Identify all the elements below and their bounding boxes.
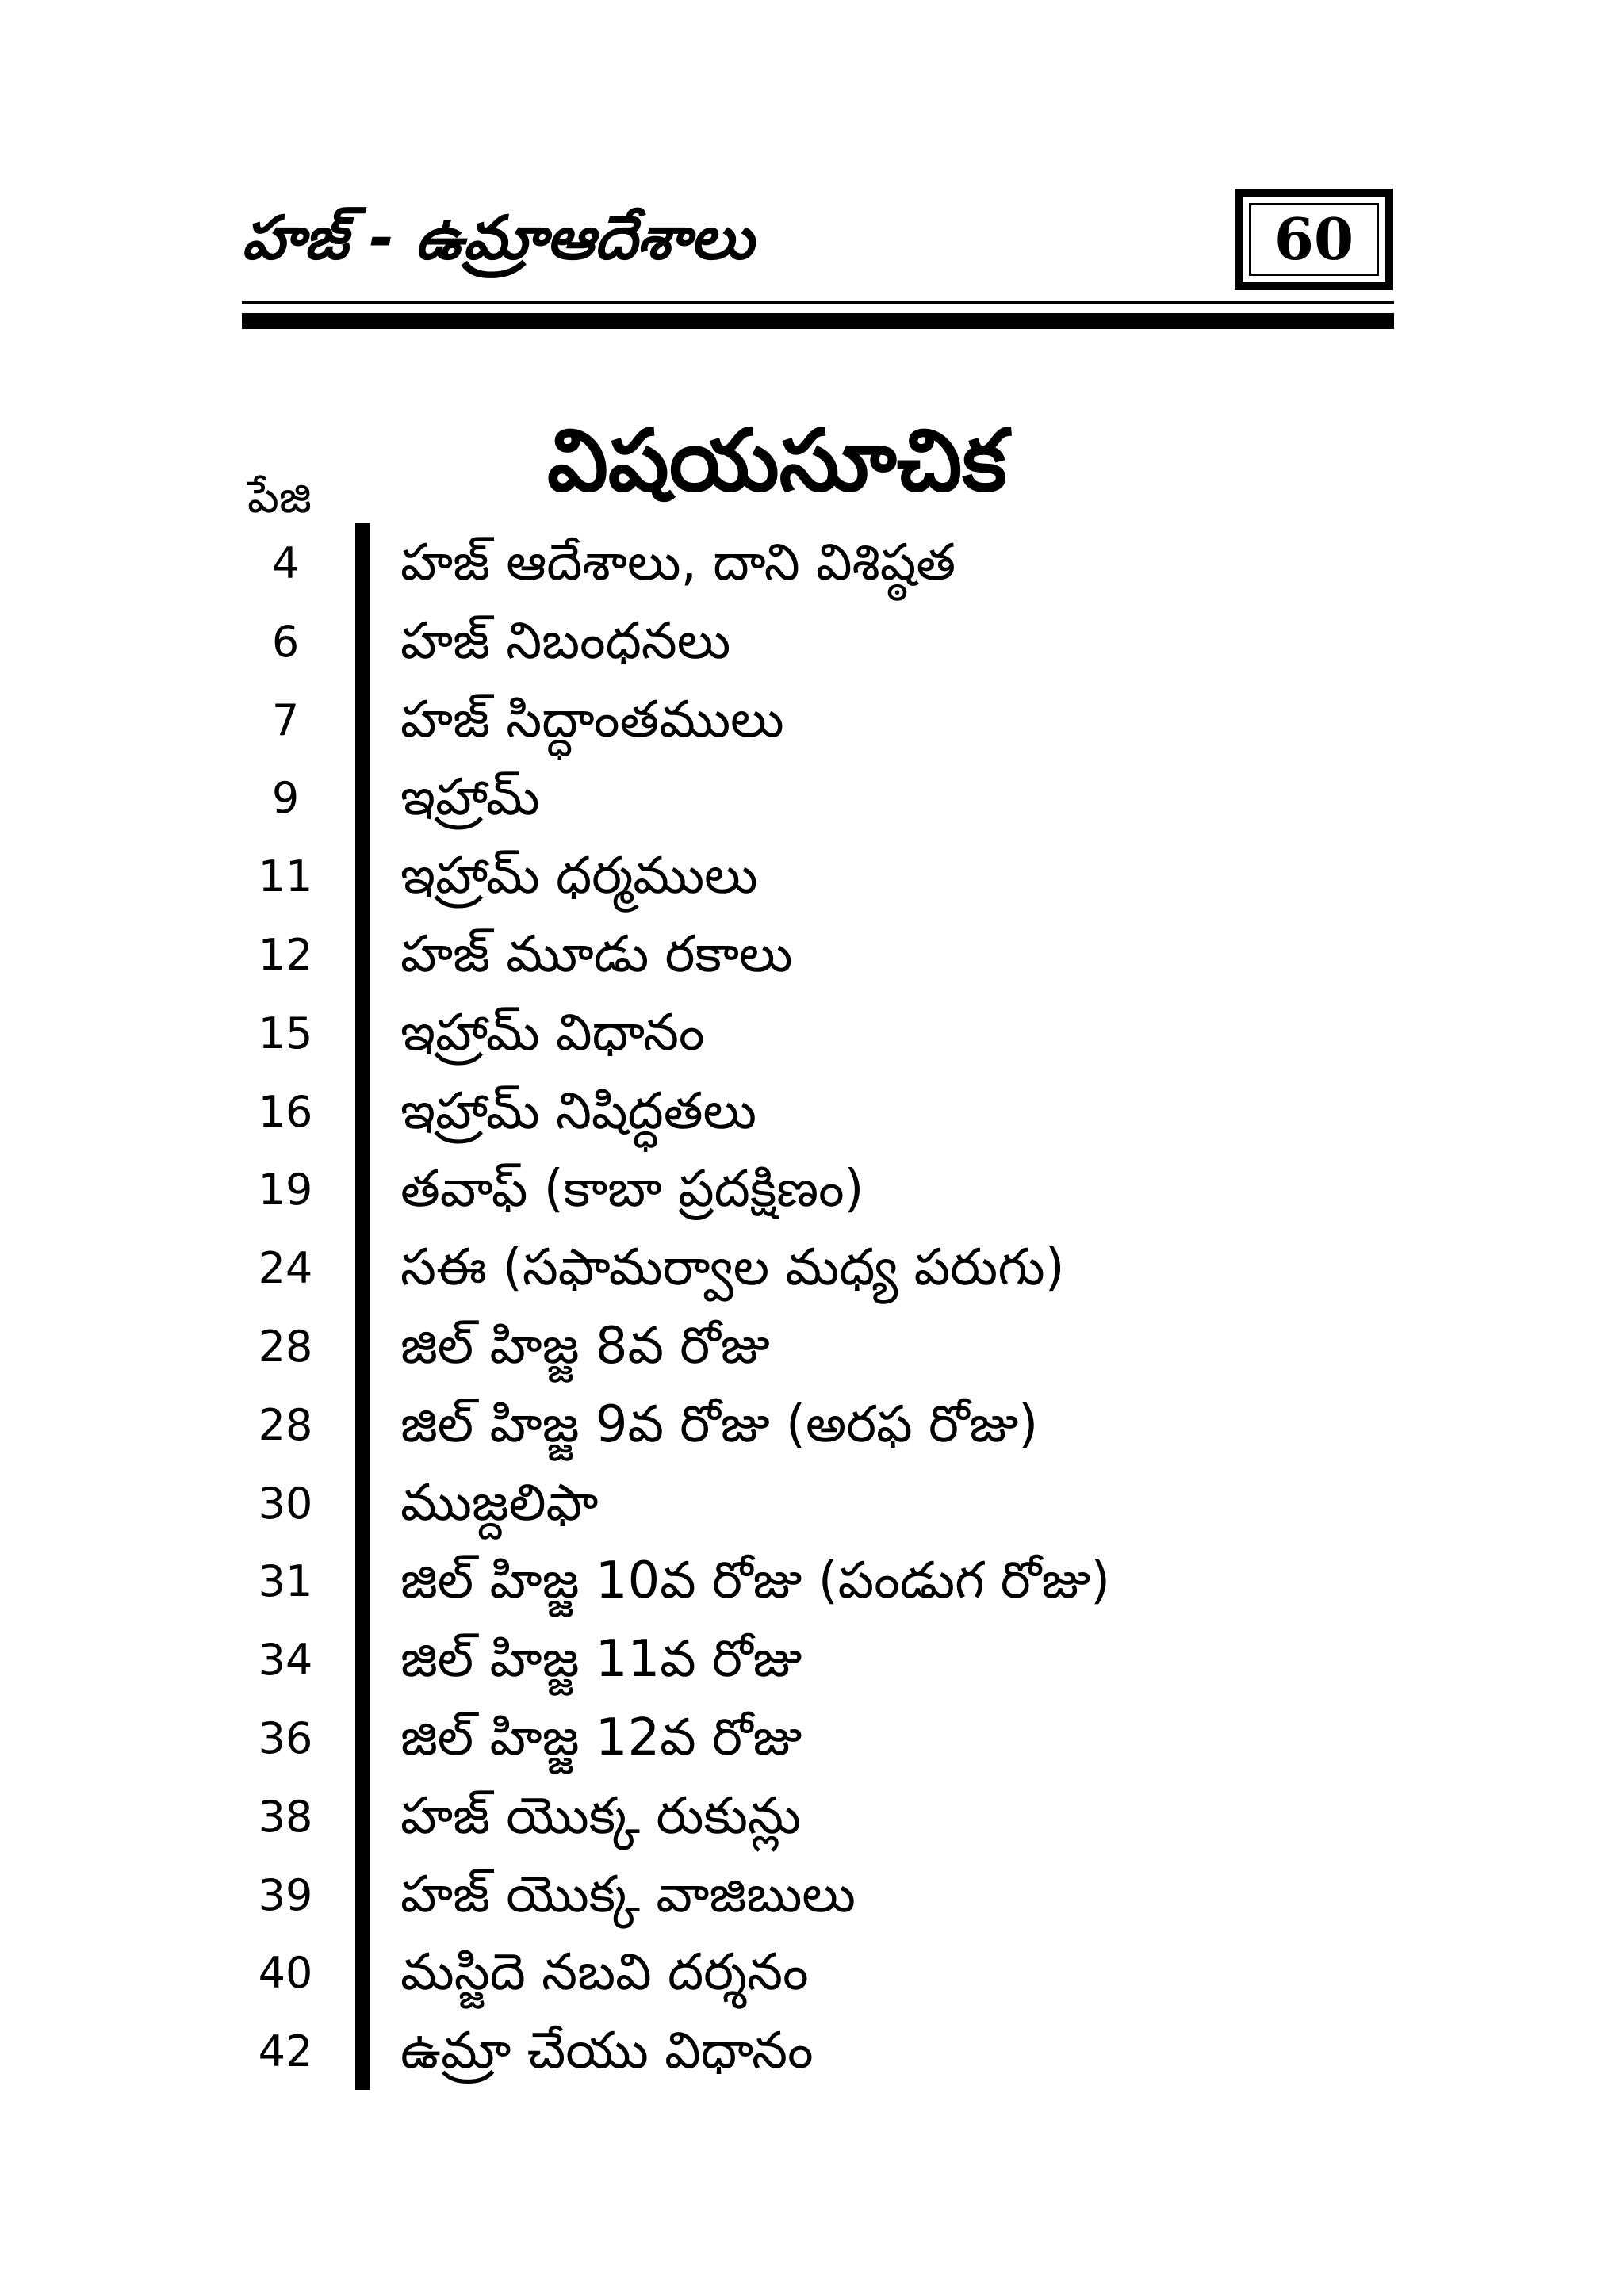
toc-entry-page: 7 (271, 695, 300, 745)
toc-entry-page: 38 (258, 1791, 313, 1842)
toc-entry (0, 760, 1624, 838)
toc-entry-page: 6 (271, 616, 300, 667)
toc-entry (0, 995, 1624, 1073)
header-rule-thin (242, 301, 1394, 304)
page-number: 60 (1274, 205, 1354, 273)
toc-entry-text: సఈ (సఫామర్వాల మధ్య పరుగు) (400, 1238, 1065, 1298)
toc-entry (0, 1151, 1624, 1230)
toc-entry-page: 42 (258, 2026, 313, 2077)
toc-entry-text: జిల్ హిజ్జ 11వ రోజు (400, 1630, 802, 1689)
toc-entry-text: ఉమ్రా చేయు విధానం (400, 2022, 814, 2081)
toc-entry (0, 2013, 1624, 2091)
toc-entry-text: హజ్ యొక్క వాజిబులు (400, 1865, 856, 1924)
toc-entry-page: 34 (258, 1635, 313, 1686)
toc-entry-page: 31 (258, 1556, 313, 1607)
toc-entry-text: జిల్ హిజ్జ 8వ రోజు (400, 1316, 770, 1376)
toc-entry (0, 838, 1624, 916)
toc-entry-page: 19 (258, 1165, 313, 1215)
toc-entry (0, 525, 1624, 603)
toc-title: విషయసూచిక (547, 411, 1007, 511)
toc-entry-text: హజ్ యొక్క రుకున్లు (400, 1786, 802, 1846)
toc-entry (0, 1857, 1624, 1935)
toc-entry-page: 28 (258, 1399, 313, 1450)
toc-entry (0, 682, 1624, 760)
toc-entry (0, 1778, 1624, 1857)
toc-entry (0, 916, 1624, 995)
toc-entry-page: 11 (258, 851, 313, 902)
toc-entry (0, 1073, 1624, 1152)
toc-entry (0, 1465, 1624, 1544)
toc-entry-page: 15 (258, 1008, 313, 1058)
toc-entry-text: ఇహ్రామ్ నిషిద్ధతలు (400, 1081, 757, 1141)
toc-entry (0, 1934, 1624, 2013)
toc-entry (0, 1543, 1624, 1621)
running-header-title: హజ్ - ఉమ్రాఆదేశాలు (242, 202, 754, 273)
toc-list (0, 525, 1624, 2091)
toc-entry-page: 12 (258, 929, 313, 980)
toc-entry-text: జిల్ హిజ్జ 12వ రోజు (400, 1708, 802, 1767)
toc-entry (0, 1308, 1624, 1387)
toc-entry-text: తవాఫ్ (కాబా ప్రదక్షిణం) (400, 1160, 864, 1219)
toc-entry-text: ఇహ్రామ్ (400, 768, 540, 828)
toc-entry (0, 603, 1624, 682)
toc-entry (0, 1621, 1624, 1700)
page-column-label: పేజి (247, 472, 312, 523)
toc-entry-page: 40 (258, 1948, 313, 1999)
toc-entry-text: హజ్ నిబంధనలు (400, 611, 731, 671)
toc-entry (0, 1387, 1624, 1465)
toc-entry-page: 39 (258, 1869, 313, 1920)
toc-entry-text: జిల్ హిజ్జ 9వ రోజు (అరఫ రోజు) (400, 1395, 1039, 1454)
toc-entry-page: 4 (271, 538, 300, 588)
toc-entry-text: హజ్ సిద్ధాంతములు (400, 690, 784, 749)
toc-entry (0, 1230, 1624, 1308)
toc-entry-text: ముజ్దలిఫా (400, 1473, 599, 1533)
toc-entry-page: 30 (258, 1478, 313, 1529)
toc-entry-page: 9 (271, 773, 300, 824)
toc-entry (0, 1700, 1624, 1778)
page-number-box (1235, 189, 1393, 290)
toc-entry-text: హజ్ ఆదేశాలు, దాని విశిష్ఠత (400, 534, 956, 592)
toc-entry-page: 36 (258, 1712, 313, 1763)
toc-entry-text: హజ్ మూడు రకాలు (400, 924, 793, 984)
toc-entry-text: జిల్ హిజ్జ 10వ రోజు (పండుగ రోజు) (400, 1552, 1111, 1611)
toc-entry-text: మస్జిదె నబవి దర్శనం (400, 1943, 809, 2003)
header-rule-thick (242, 313, 1394, 329)
toc-entry-text: ఇహ్రామ్ విధానం (400, 1003, 705, 1062)
toc-entry-page: 28 (258, 1321, 313, 1372)
toc-entry-page: 24 (258, 1243, 313, 1294)
toc-entry-page: 16 (258, 1086, 313, 1137)
toc-entry-text: ఇహ్రామ్ ధర్మములు (400, 847, 758, 906)
